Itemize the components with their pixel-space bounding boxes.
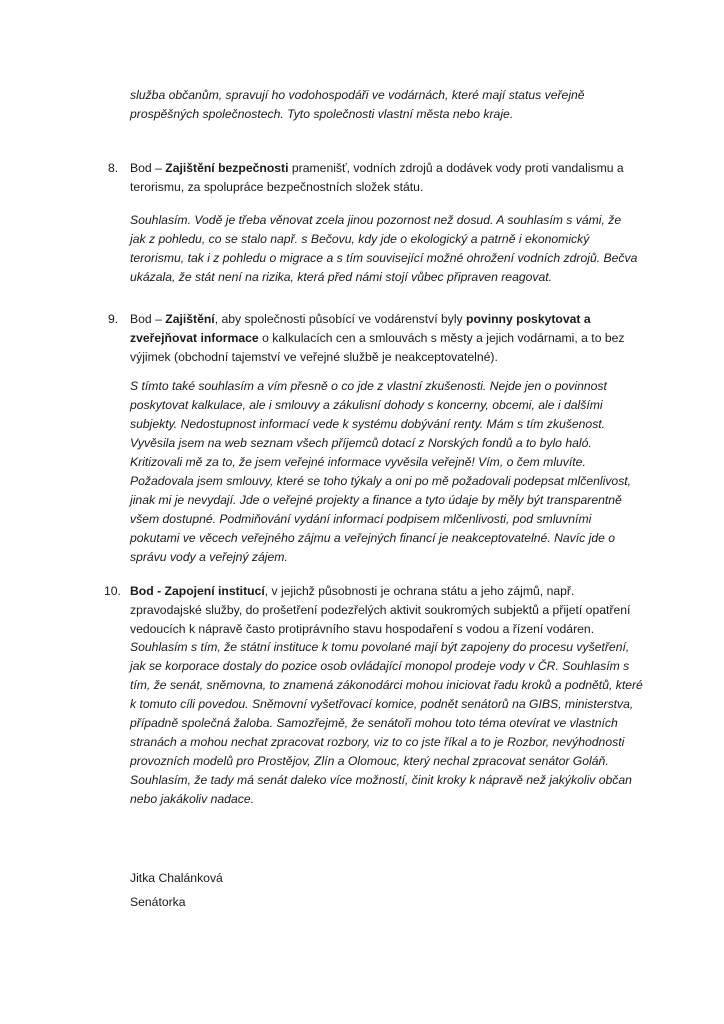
point-9-body-b: o kalkulacích cen a smlouvách s městy a jejich vodárnami, a to bez výjimek (obchodní tajemství ve veřejné službě je neakceptovatelné). — [130, 331, 625, 364]
point-10-body: , v jejichž působnosti je ochrana státu a jeho zájmů, např. zpravodajské služby, do prošetření podezřelých aktivit soukromých subjektů a přijetí opatření vedoucích k nápravě často protiprávního stavu hospodaření s vodou a řízení vodáren. — [130, 584, 631, 636]
point-10-text — [130, 582, 640, 639]
point-10-response: Souhlasím s tím, že státní instituce k tomu povolané mají být zapojeny do procesu vyšetření, jak se korporace dostaly do pozice osob ovládající monopol prodeje vody v ČR. Souhlasím s tím, že senát, sněmovna, to znamená zákonodárci mohou iniciovat řadu kroků a podnětů, které k tomuto cíli povedou. Sněmovní vyšetřovací komice, podnět senátorů na GIBS, ministerstva, případně společná žaloba. Samozřejmě, že senátoři mohou toto téma otevírat ve vlastních stranách a mohou nechat zpracovat rozbory, viz to co jste říkal a to je Rozbor, nevýhodnosti provozních modelů pro Prostějov, Zlín a Olomouc, který nechal zpracovat senátor Goláň. Souhlasím, že tady má senát daleko více možností, činit kroky k nápravě než jakýkoliv občan nebo jakákoliv nadace. — [130, 640, 643, 806]
point-8-body: pramenišť, vodních zdrojů a dodávek vody proti vandalismu a terorismu, za spolupráce bezpečnostních složek státu. — [130, 161, 624, 194]
point-8-bold: Zajištění bezpečnosti — [165, 161, 289, 175]
point-8-response: Souhlasím. Vodě je třeba věnovat zcela jinou pozornost než dosud. A souhlasím s vámi, že jak z pohledu, co se stalo např. s Bečovu, kdy jde o ekologický a patrně i ekonomický terorismu, tak i z pohledu o migrace a s tím související možné ohrožení vodních zdrojů. Bečva ukázala, že stát není na rizika, která před námi stojí vůbec připraven reagovat. — [130, 213, 638, 284]
point-10-number: 10. — [104, 584, 121, 598]
intro-response: služba občanům, spravují ho vodohospodáři ve vodárnách, které mají status veřejně prospěšných společnostech. Tyto společnosti vlastní města nebo kraje. — [130, 88, 585, 121]
point-9-text — [130, 310, 635, 367]
signature-name: Jitka Chalánková — [130, 871, 223, 885]
point-9-response: S tímto také souhlasím a vím přesně o co jde z vlastní zkušenosti. Nejde jen o povinnost poskytovat kalkulace, ale i smlouvy a zákulisní dohody s koncerny, obcemi, ale i dalšími subjekty. Nedostupnost informací vede k systému dobývání renty. Mám s tím zkušenost. Vyvěsila jsem na web seznam všech příjemců dotací z Norských fondů a to bylo haló. Kritizovali mě za to, že jsem veřejné informace vyvěsila veřejně! Vím, o čem mluvíte. Požadovala jsem smlouvy, které se toho týkaly a oni po mě požadovali podepsat mlčenlivost, jinak mi je nevydají. Jde o veřejné projekty a finance a tyto údaje by měly být transparentně všem dostupné. Podmiňování vydání informací podpisem mlčenlivosti, pod smluvními pokutami ve věcech veřejného zájmu a veřejných financí je neakceptovatelné. Navíc jde o správu vody a veřejný zájem. — [130, 379, 632, 564]
point-9-bold-b: povinny poskytovat a zveřejňovat informace — [130, 312, 591, 345]
signature-title: Senátorka — [130, 895, 186, 909]
point-8-number: 8. — [108, 161, 119, 175]
point-9-number: 9. — [108, 312, 119, 326]
point-10-bold: Bod - Zapojení institucí — [130, 584, 265, 598]
point-8-text — [130, 159, 660, 197]
point-9-lead: Bod – — [130, 312, 162, 326]
point-9-bold: Zajištění — [165, 312, 215, 326]
point-8-lead: Bod – — [130, 161, 162, 175]
point-9-body-a: , aby společnosti působící ve vodárenství byly — [214, 312, 463, 326]
